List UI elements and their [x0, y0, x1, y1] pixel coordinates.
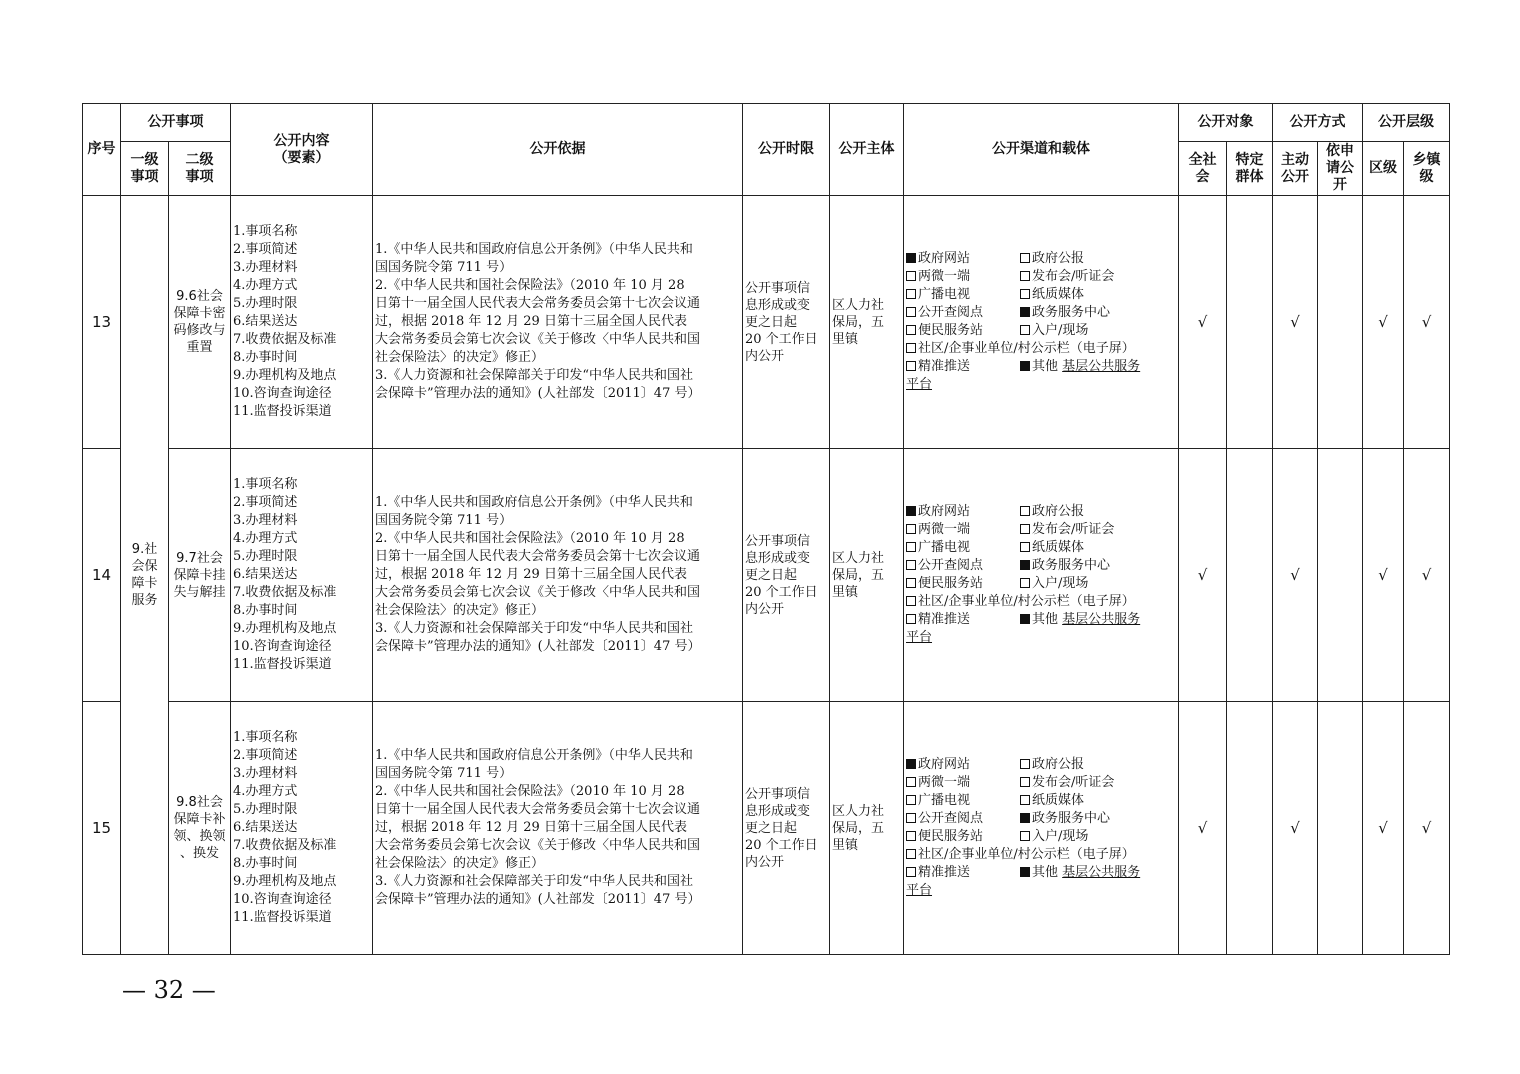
channel-option-label: 入户/现场 [1032, 576, 1089, 591]
header-mode-request [1318, 142, 1363, 196]
channel-option [906, 792, 1020, 810]
content-element: 3.办理材料 [233, 260, 298, 275]
unchecked-box-icon [906, 271, 916, 281]
channel-option [1020, 268, 1114, 286]
table-row [83, 449, 1450, 702]
channel-option [906, 828, 1020, 846]
basis-line: 日第十一届全国人民代表大会常务委员会第十七次会议通 [375, 802, 701, 817]
content-element: 9.办理机构及地点 [233, 874, 337, 889]
channel-option [906, 774, 1020, 792]
header-audience-group: 公开对象 [1179, 104, 1273, 142]
content-element: 2.事项简述 [233, 748, 298, 763]
channel-option-label: 发布会/听证会 [1032, 269, 1115, 284]
basis-list [373, 702, 743, 955]
channel-option-label: 两微一端 [918, 269, 971, 284]
channel-line [906, 774, 1178, 792]
level-district-mark: √ [1363, 449, 1404, 702]
basis-line: 过，根据 2018 年 12 月 29 日第十三届全国人民代表 [375, 314, 687, 329]
channel-option [1020, 250, 1084, 268]
level2-item [169, 702, 231, 955]
basis-list [373, 449, 743, 702]
channel-line [906, 521, 1178, 539]
time-limit [743, 196, 830, 449]
channel-option-label: 公开查阅点 [918, 811, 984, 826]
channel-option-label: 政务服务中心 [1032, 305, 1111, 320]
content-element: 10.咨询查询途径 [233, 892, 332, 907]
channel-line [906, 322, 1178, 340]
channel-option-label: 公开查阅点 [918, 558, 984, 573]
channel-option-label: 纸质媒体 [1032, 540, 1085, 555]
header-mode-group: 公开方式 [1273, 104, 1363, 142]
mode-active-mark: √ [1273, 196, 1318, 449]
content-element: 1.事项名称 [233, 224, 298, 239]
channel-line [906, 539, 1178, 557]
header-level-town-label: 乡镇 级 [1412, 151, 1441, 185]
channel-option-label: 发布会/听证会 [1032, 775, 1115, 790]
subject-label: 区人力社 保局，五 里镇 [832, 550, 885, 600]
channel-line-other-cont [906, 376, 1178, 394]
channel-option [1020, 792, 1084, 810]
channel-option [906, 286, 1020, 304]
channel-option-other [1020, 611, 1140, 629]
header-matter-group: 公开事项 [121, 104, 231, 142]
header-audience-specific-label: 特定 群体 [1235, 151, 1264, 185]
level1-item [121, 196, 169, 955]
level2-item [169, 449, 231, 702]
channel-option [906, 557, 1020, 575]
channels-cell [904, 449, 1179, 702]
subject-label: 区人力社 保局，五 里镇 [832, 297, 885, 347]
channel-option-label: 政府网站 [918, 504, 971, 519]
unchecked-box-icon [1020, 325, 1030, 335]
content-element: 2.事项简述 [233, 242, 298, 257]
audience-specific-mark [1227, 702, 1273, 955]
header-basis: 公开依据 [373, 104, 743, 196]
header-mode-request-label: 依申 请公 开 [1326, 143, 1354, 193]
checked-box-icon [1020, 361, 1030, 371]
other-channel-value-cont: 平台 [906, 630, 933, 645]
unchecked-box-icon [906, 361, 916, 371]
channel-option-label: 政府公报 [1032, 504, 1085, 519]
channel-option-label: 其他 [1032, 865, 1059, 880]
channel-option-label: 其他 [1032, 612, 1059, 627]
channel-option-label: 发布会/听证会 [1032, 522, 1115, 537]
channel-line [906, 593, 1178, 611]
row-seq: 13 [83, 196, 121, 449]
channel-option [1020, 521, 1114, 539]
table-header [83, 104, 1450, 196]
channel-option [906, 268, 1020, 286]
unchecked-box-icon [1020, 271, 1030, 281]
other-channel-value: 基层公共服务 [1062, 865, 1141, 880]
checked-box-icon [1020, 614, 1030, 624]
channel-option [1020, 286, 1084, 304]
content-element: 8.办事时间 [233, 856, 298, 871]
checked-box-icon [1020, 867, 1030, 877]
channel-option-label: 精准推送 [918, 612, 971, 627]
level2-item [169, 196, 231, 449]
channel-option [906, 756, 1020, 774]
unchecked-box-icon [906, 524, 916, 534]
channel-option [906, 810, 1020, 828]
content-element: 11.监督投诉渠道 [233, 404, 332, 419]
channel-option [1020, 575, 1088, 593]
level-town-mark: √ [1404, 702, 1450, 955]
header-mode-active-label: 主动 公开 [1281, 151, 1309, 185]
content-element: 11.监督投诉渠道 [233, 910, 332, 925]
channel-line-other [906, 611, 1178, 629]
header-level-district: 区级 [1363, 142, 1404, 196]
audience-specific-mark [1227, 196, 1273, 449]
channel-option [906, 304, 1020, 322]
basis-line: 1.《中华人民共和国政府信息公开条例》（中华人民共和 [375, 242, 693, 257]
content-element: 7.收费依据及标准 [233, 332, 337, 347]
page-number: — 32 — [122, 976, 216, 1004]
channel-option [1020, 557, 1110, 575]
unchecked-box-icon [1020, 831, 1030, 841]
channel-line [906, 250, 1178, 268]
basis-line: 大会常务委员会第七次会议《关于修改〈中华人民共和国 [375, 585, 701, 600]
channel-option-label: 精准推送 [918, 865, 971, 880]
basis-line: 大会常务委员会第七次会议《关于修改〈中华人民共和国 [375, 332, 701, 347]
content-element: 3.办理材料 [233, 513, 298, 528]
channel-option [906, 503, 1020, 521]
content-element: 9.办理机构及地点 [233, 621, 337, 636]
content-element: 7.收费依据及标准 [233, 585, 337, 600]
mode-request-mark [1318, 196, 1363, 449]
subject [830, 702, 904, 955]
channel-option [906, 846, 1135, 864]
unchecked-box-icon [906, 596, 916, 606]
channel-option [906, 358, 1020, 376]
basis-line: 社会保险法〉的决定》修正） [375, 603, 545, 618]
unchecked-box-icon [1020, 777, 1030, 787]
other-channel-value: 基层公共服务 [1062, 359, 1141, 374]
channels-cell [904, 196, 1179, 449]
unchecked-box-icon [1020, 524, 1030, 534]
level-district-mark: √ [1363, 196, 1404, 449]
content-elements-list [231, 449, 373, 702]
content-element: 2.事项简述 [233, 495, 298, 510]
channel-option [906, 250, 1020, 268]
checked-box-icon [906, 506, 916, 516]
content-element: 8.办事时间 [233, 603, 298, 618]
table-row [83, 196, 1450, 449]
header-content [231, 104, 373, 196]
row-seq: 14 [83, 449, 121, 702]
subject [830, 196, 904, 449]
content-element: 5.办理时限 [233, 802, 298, 817]
basis-line: 过，根据 2018 年 12 月 29 日第十三届全国人民代表 [375, 567, 687, 582]
basis-line: 3.《人力资源和社会保障部关于印发“中华人民共和国社 [375, 874, 694, 889]
other-channel-value: 基层公共服务 [1062, 612, 1141, 627]
channel-line [906, 756, 1178, 774]
unchecked-box-icon [906, 560, 916, 570]
channel-line [906, 557, 1178, 575]
basis-line: 2.《中华人民共和国社会保险法》（2010 年 10 月 28 [375, 784, 685, 799]
unchecked-box-icon [906, 831, 916, 841]
unchecked-box-icon [1020, 253, 1030, 263]
channel-option-other [1020, 358, 1140, 376]
channel-option [906, 521, 1020, 539]
audience-all-mark: √ [1179, 449, 1227, 702]
channel-option [1020, 828, 1088, 846]
table-body [83, 196, 1450, 955]
content-element: 6.结果送达 [233, 820, 298, 835]
basis-list [373, 196, 743, 449]
header-level-town [1404, 142, 1450, 196]
channel-option-label: 便民服务站 [918, 323, 984, 338]
content-element: 8.办事时间 [233, 350, 298, 365]
header-seq: 序号 [83, 104, 121, 196]
header-audience-all-label: 全社 会 [1188, 151, 1217, 185]
basis-line: 过，根据 2018 年 12 月 29 日第十三届全国人民代表 [375, 820, 687, 835]
channel-option-label: 其他 [1032, 359, 1059, 374]
checked-box-icon [1020, 307, 1030, 317]
content-element: 6.结果送达 [233, 567, 298, 582]
basis-line: 日第十一届全国人民代表大会常务委员会第十七次会议通 [375, 296, 701, 311]
content-element: 3.办理材料 [233, 766, 298, 781]
channel-line [906, 268, 1178, 286]
channel-option-label: 政府公报 [1032, 251, 1085, 266]
channel-line [906, 575, 1178, 593]
content-element: 4.办理方式 [233, 278, 298, 293]
header-level1-label: 一级 事项 [130, 151, 159, 185]
mode-active-mark: √ [1273, 702, 1318, 955]
mode-request-mark [1318, 702, 1363, 955]
channel-option-label: 两微一端 [918, 775, 971, 790]
level-town-mark: √ [1404, 449, 1450, 702]
channel-option-label: 纸质媒体 [1032, 287, 1085, 302]
header-level-group: 公开层级 [1363, 104, 1450, 142]
basis-line: 3.《人力资源和社会保障部关于印发“中华人民共和国社 [375, 621, 694, 636]
header-level2-label: 二级 事项 [185, 151, 214, 185]
basis-line: 国国务院令第 711 号） [375, 260, 513, 275]
channel-option-label: 便民服务站 [918, 829, 984, 844]
unchecked-box-icon [906, 289, 916, 299]
header-mode-active [1273, 142, 1318, 196]
channel-line [906, 846, 1178, 864]
unchecked-box-icon [906, 343, 916, 353]
channel-option-label: 精准推送 [918, 359, 971, 374]
channel-line [906, 828, 1178, 846]
channel-line [906, 810, 1178, 828]
content-element: 1.事项名称 [233, 730, 298, 745]
channel-option [906, 539, 1020, 557]
unchecked-box-icon [906, 614, 916, 624]
channel-option-label: 社区/企事业单位/村公示栏（电子屏） [918, 341, 1135, 356]
mode-active-mark: √ [1273, 449, 1318, 702]
channel-option-label: 入户/现场 [1032, 323, 1089, 338]
channel-option [1020, 304, 1110, 322]
content-element: 11.监督投诉渠道 [233, 657, 332, 672]
channel-line [906, 792, 1178, 810]
unchecked-box-icon [906, 325, 916, 335]
checked-box-icon [906, 253, 916, 263]
channel-line [906, 304, 1178, 322]
content-element: 7.收费依据及标准 [233, 838, 337, 853]
channel-option [906, 340, 1135, 358]
unchecked-box-icon [1020, 542, 1030, 552]
channels-cell [904, 702, 1179, 955]
channel-line [906, 503, 1178, 521]
audience-all-mark: √ [1179, 702, 1227, 955]
content-elements-list [231, 702, 373, 955]
header-content-label: 公开内容 （要素） [273, 132, 330, 166]
basis-line: 会保障卡”管理办法的通知》(人社部发〔2011〕47 号） [375, 639, 701, 654]
subject-label: 区人力社 保局，五 里镇 [832, 803, 885, 853]
channel-option-label: 广播电视 [918, 540, 971, 555]
channel-option [906, 864, 1020, 882]
channel-option [1020, 774, 1114, 792]
channel-option [1020, 810, 1110, 828]
unchecked-box-icon [906, 777, 916, 787]
mode-request-mark [1318, 449, 1363, 702]
header-audience-all [1179, 142, 1227, 196]
header-level1 [121, 142, 169, 196]
channel-option-label: 社区/企事业单位/村公示栏（电子屏） [918, 594, 1135, 609]
channel-option [1020, 756, 1084, 774]
channel-option [1020, 322, 1088, 340]
unchecked-box-icon [1020, 795, 1030, 805]
content-element: 4.办理方式 [233, 784, 298, 799]
header-subject: 公开主体 [830, 104, 904, 196]
channel-option [906, 322, 1020, 340]
channel-option-label: 政务服务中心 [1032, 558, 1111, 573]
content-element: 4.办理方式 [233, 531, 298, 546]
level2-item-label: 9.8社会 保障卡补 领、换领 、换发 [173, 795, 226, 861]
unchecked-box-icon [1020, 578, 1030, 588]
basis-line: 大会常务委员会第七次会议《关于修改〈中华人民共和国 [375, 838, 701, 853]
level2-item-label: 9.7社会 保障卡挂 失与解挂 [173, 550, 226, 600]
unchecked-box-icon [906, 307, 916, 317]
basis-line: 2.《中华人民共和国社会保险法》（2010 年 10 月 28 [375, 278, 685, 293]
channel-option-label: 公开查阅点 [918, 305, 984, 320]
channel-option-label: 纸质媒体 [1032, 793, 1085, 808]
unchecked-box-icon [1020, 506, 1030, 516]
channel-line-other-cont [906, 882, 1178, 900]
content-element: 6.结果送达 [233, 314, 298, 329]
channel-option-label: 便民服务站 [918, 576, 984, 591]
unchecked-box-icon [906, 542, 916, 552]
unchecked-box-icon [1020, 289, 1030, 299]
header-level2 [169, 142, 231, 196]
channel-option-label: 入户/现场 [1032, 829, 1089, 844]
channel-option [1020, 539, 1084, 557]
channel-option-label: 广播电视 [918, 287, 971, 302]
channel-option-label: 政务服务中心 [1032, 811, 1111, 826]
other-channel-value-cont: 平台 [906, 883, 933, 898]
channel-line-other [906, 358, 1178, 376]
channel-option-label: 政府公报 [1032, 757, 1085, 772]
basis-line: 国国务院令第 711 号） [375, 513, 513, 528]
time-limit [743, 702, 830, 955]
channel-line-other [906, 864, 1178, 882]
header-audience-specific [1227, 142, 1273, 196]
channel-line [906, 340, 1178, 358]
audience-all-mark: √ [1179, 196, 1227, 449]
other-channel-value-cont: 平台 [906, 377, 933, 392]
time-limit-label: 公开事项信 息形成或变 更之日起 20 个工作日 内公开 [745, 533, 818, 617]
disclosure-table [82, 103, 1450, 955]
basis-line: 国国务院令第 711 号） [375, 766, 513, 781]
unchecked-box-icon [906, 578, 916, 588]
row-seq: 15 [83, 702, 121, 955]
unchecked-box-icon [906, 849, 916, 859]
checked-box-icon [1020, 813, 1030, 823]
channel-option-other [1020, 864, 1140, 882]
basis-line: 2.《中华人民共和国社会保险法》（2010 年 10 月 28 [375, 531, 685, 546]
channel-option-label: 社区/企事业单位/村公示栏（电子屏） [918, 847, 1135, 862]
basis-line: 1.《中华人民共和国政府信息公开条例》（中华人民共和 [375, 748, 693, 763]
content-element: 10.咨询查询途径 [233, 386, 332, 401]
content-element: 5.办理时限 [233, 296, 298, 311]
channel-option-label: 政府网站 [918, 251, 971, 266]
time-limit-label: 公开事项信 息形成或变 更之日起 20 个工作日 内公开 [745, 786, 818, 870]
audience-specific-mark [1227, 449, 1273, 702]
basis-line: 社会保险法〉的决定》修正） [375, 856, 545, 871]
header-channels: 公开渠道和载体 [904, 104, 1179, 196]
level-district-mark: √ [1363, 702, 1404, 955]
content-elements-list [231, 196, 373, 449]
content-element: 1.事项名称 [233, 477, 298, 492]
channel-option-label: 两微一端 [918, 522, 971, 537]
unchecked-box-icon [906, 867, 916, 877]
content-element: 10.咨询查询途径 [233, 639, 332, 654]
channel-line-other-cont [906, 629, 1178, 647]
level-town-mark: √ [1404, 196, 1450, 449]
unchecked-box-icon [906, 795, 916, 805]
channel-option [1020, 503, 1084, 521]
time-limit-label: 公开事项信 息形成或变 更之日起 20 个工作日 内公开 [745, 280, 818, 364]
unchecked-box-icon [1020, 759, 1030, 769]
channel-option [906, 593, 1135, 611]
channel-line [906, 286, 1178, 304]
unchecked-box-icon [906, 813, 916, 823]
header-time-limit: 公开时限 [743, 104, 830, 196]
subject [830, 449, 904, 702]
content-element: 9.办理机构及地点 [233, 368, 337, 383]
basis-line: 3.《人力资源和社会保障部关于印发“中华人民共和国社 [375, 368, 694, 383]
channel-option-label: 政府网站 [918, 757, 971, 772]
level1-item-label: 9.社 会保 障卡 服务 [131, 542, 158, 608]
channel-option [906, 575, 1020, 593]
basis-line: 1.《中华人民共和国政府信息公开条例》（中华人民共和 [375, 495, 693, 510]
content-element: 5.办理时限 [233, 549, 298, 564]
basis-line: 会保障卡”管理办法的通知》(人社部发〔2011〕47 号） [375, 386, 701, 401]
basis-line: 日第十一届全国人民代表大会常务委员会第十七次会议通 [375, 549, 701, 564]
channel-option [906, 611, 1020, 629]
checked-box-icon [1020, 560, 1030, 570]
basis-line: 会保障卡”管理办法的通知》(人社部发〔2011〕47 号） [375, 892, 701, 907]
table-row [83, 702, 1450, 955]
channel-option-label: 广播电视 [918, 793, 971, 808]
checked-box-icon [906, 759, 916, 769]
level2-item-label: 9.6社会 保障卡密 码修改与 重置 [173, 289, 226, 355]
basis-line: 社会保险法〉的决定》修正） [375, 350, 545, 365]
time-limit [743, 449, 830, 702]
